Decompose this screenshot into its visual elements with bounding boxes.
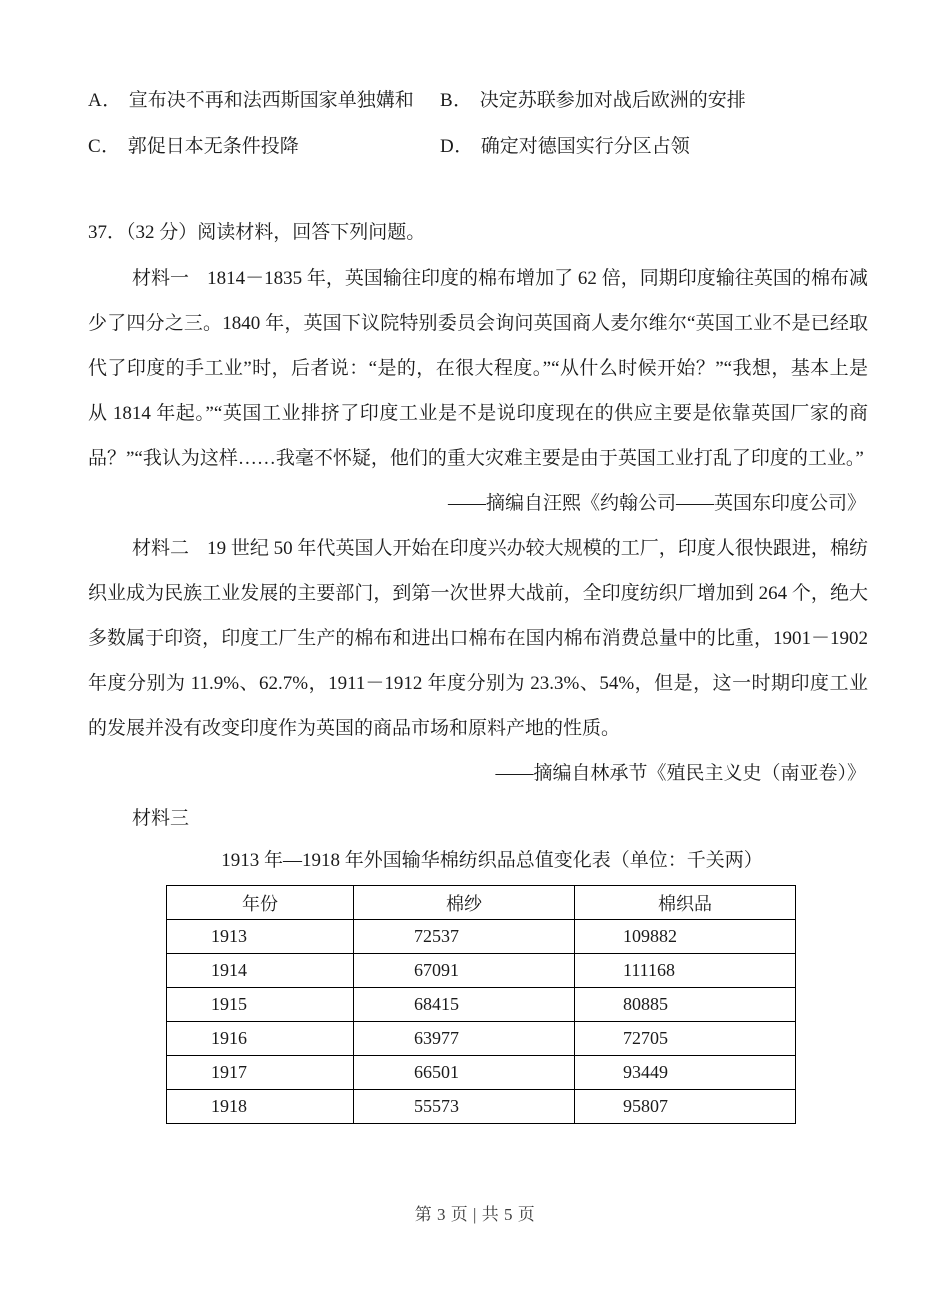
multiple-choice-options	[88, 78, 868, 170]
cell-yarn: 55573	[354, 1090, 575, 1124]
table-row	[167, 954, 796, 988]
choice-option-a[interactable]	[88, 78, 440, 124]
choice-option-d[interactable]	[440, 124, 690, 170]
cell-year: 1914	[167, 954, 354, 988]
cell-yarn: 72537	[354, 920, 575, 954]
cell-year: 1918	[167, 1090, 354, 1124]
question-number: 37．	[88, 222, 127, 243]
material-one-paragraph	[88, 256, 868, 481]
choice-letter-d: D．	[440, 136, 474, 157]
cell-year: 1916	[167, 1022, 354, 1056]
cell-yarn: 63977	[354, 1022, 575, 1056]
choice-text-b: 决定苏联参加对战后欧洲的安排	[479, 90, 746, 111]
choice-letter-a: A．	[88, 90, 122, 111]
cell-yarn: 66501	[354, 1056, 575, 1090]
material-two-source: ——摘编自林承节《殖民主义史（南亚卷）》	[495, 763, 866, 784]
material-two-text: 19 世纪 50 年代英国人开始在印度兴办较大规模的工厂，印度人很快跟进，棉纺织业成为民族工业发展的主要部门，到第一次世界大战前，全印度纺织厂增加到 264 个，绝大多数属于印资，印度工厂生产的棉布和进出口棉布在国内棉布消费总量中的比重，1901－1902 年度分别为 11.9%、62.7%，1911－1912 年度分别为 23.3%、54%，但是，这一时期印度工业的发展并没有改变印度作为英国的商品市场和原料产地的性质。	[88, 538, 868, 739]
cell-year: 1915	[167, 988, 354, 1022]
column-header-year: 年份	[167, 886, 354, 920]
table-header-row	[167, 886, 796, 920]
choice-row	[88, 78, 868, 124]
material-one-label: 材料一	[132, 268, 190, 289]
table-title: 1913 年—1918 年外国输华棉纺织品总值变化表（单位：千关两）	[221, 850, 763, 871]
page-footer	[0, 1200, 950, 1225]
choice-option-b[interactable]	[440, 78, 746, 124]
cell-cloth: 111168	[575, 954, 796, 988]
cell-cloth: 95807	[575, 1090, 796, 1124]
cell-cloth: 93449	[575, 1056, 796, 1090]
material-two-paragraph	[88, 526, 868, 751]
material-three-label: 材料三	[132, 808, 190, 829]
cell-cloth: 72705	[575, 1022, 796, 1056]
choice-row	[88, 124, 868, 170]
cell-yarn: 67091	[354, 954, 575, 988]
table-row	[167, 920, 796, 954]
page-number-label: 第 3 页 | 共 5 页	[414, 1205, 536, 1224]
cell-year: 1917	[167, 1056, 354, 1090]
table-row	[167, 1090, 796, 1124]
question-instruction: 阅读材料，回答下列问题。	[197, 222, 426, 243]
choice-text-d: 确定对德国实行分区占领	[480, 136, 690, 157]
cell-cloth: 80885	[575, 988, 796, 1022]
table-row	[167, 1022, 796, 1056]
choice-option-c[interactable]	[88, 124, 440, 170]
cell-cloth: 109882	[575, 920, 796, 954]
cotton-import-table	[166, 885, 796, 1124]
choice-letter-c: C．	[88, 136, 121, 157]
table-row	[167, 1056, 796, 1090]
question-points: （32 分）	[126, 222, 198, 243]
table-row	[167, 988, 796, 1022]
material-one-text: 1814－1835 年，英国输往印度的棉布增加了 62 倍，同期印度输往英国的棉布减少了四分之三。1840 年，英国下议院特别委员会询问英国商人麦尔维尔“英国工业不是已经取代了印度的手工业”时，后者说：“是的，在很大程度。”“从什么时候开始？”“我想，基本上是从 1814 年起。”“英国工业排挤了印度工业是不是说印度现在的供应主要是依靠英国厂家的商品？”“我认为这样……我毫不怀疑，他们的重大灾难主要是由于英国工业打乱了印度的工业。”	[88, 268, 868, 469]
choice-text-a: 宣布决不再和法西斯国家单独媾和	[128, 90, 414, 111]
choice-text-c: 郭促日本无条件投降	[127, 136, 299, 157]
cell-yarn: 68415	[354, 988, 575, 1022]
choice-letter-b: B．	[440, 90, 473, 111]
column-header-yarn: 棉纱	[354, 886, 575, 920]
question-stem	[88, 210, 868, 256]
cell-year: 1913	[167, 920, 354, 954]
column-header-cloth: 棉织品	[575, 886, 796, 920]
material-two-label: 材料二	[132, 538, 190, 559]
material-one-source: ——摘编自汪熙《约翰公司——英国东印度公司》	[447, 493, 866, 514]
